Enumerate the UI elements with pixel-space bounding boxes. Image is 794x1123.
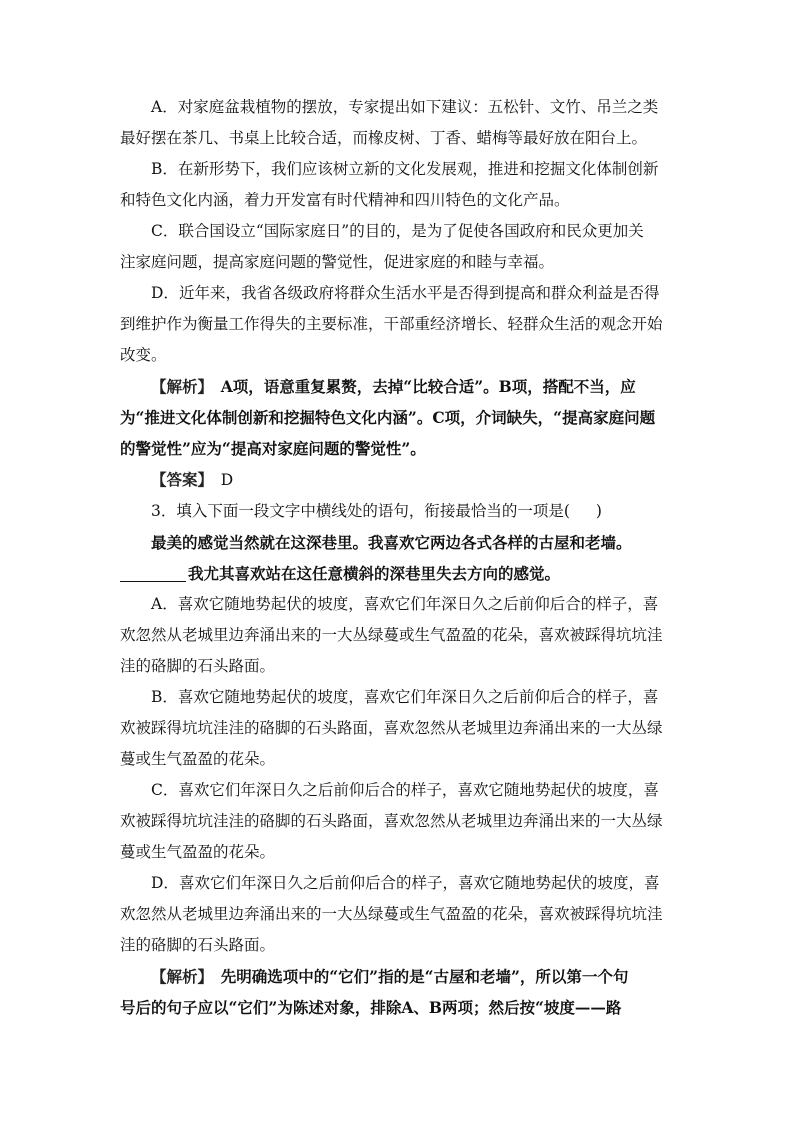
q3-option-d <box>120 868 674 961</box>
analysis-text: 先明确选项中的“它们”指的是“古屋和老墙”，所以第一个句 <box>205 967 629 986</box>
option-text: 喜欢它们年深日久之后前仰后合的样子，喜欢它随地势起伏的坡度，喜 <box>178 874 660 892</box>
option-letter: D． <box>151 874 179 892</box>
option-text: 最好摆在茶几、书桌上比较合适，而橡皮树、丁香、蜡梅等最好放在阳台上。 <box>120 129 648 147</box>
answer-tag: 【答案】 <box>151 470 206 489</box>
option-letter: C． <box>151 781 179 799</box>
q2-option-b <box>120 154 674 216</box>
option-text: 欢被踩得坑坑洼洼的硌脚的石头路面，喜欢忽然从老城里边奔涌出来的一大丛绿 <box>120 812 663 830</box>
option-text: 注家庭问题，提高家庭问题的警觉性，促进家庭的和睦与幸福。 <box>120 253 555 271</box>
question-stem-close: ) <box>595 502 602 520</box>
q3-stem <box>120 496 674 527</box>
option-letter: D． <box>151 284 179 302</box>
passage-text: 我尤其喜欢站在这任意横斜的深巷里失去方向的感觉。 <box>188 564 561 583</box>
option-text: 欢忽然从老城里边奔涌出来的一大丛绿蔓或生气盈盈的花朵，喜欢被踩得坑坑洼 <box>120 626 663 644</box>
answer-value: D <box>205 471 234 489</box>
q3-option-a <box>120 589 674 682</box>
option-text: 喜欢它随地势起伏的坡度，喜欢它们年深日久之后前仰后合的样子，喜 <box>177 688 659 706</box>
option-text: 欢被踩得坑坑洼洼的硌脚的石头路面，喜欢忽然从老城里边奔涌出来的一大丛绿 <box>120 719 663 737</box>
option-text: 对家庭盆栽植物的摆放，专家提出如下建议：五松针、文竹、吊兰之类 <box>177 98 659 116</box>
option-letter: A． <box>151 98 178 116</box>
q2-answer <box>120 464 674 496</box>
q2-option-d <box>120 278 674 371</box>
analysis-tag: 【解析】 <box>151 967 206 986</box>
analysis-tag: 【解析】 <box>151 377 206 396</box>
q3-analysis <box>120 961 674 1023</box>
q2-analysis <box>120 371 674 464</box>
option-text: 洼的硌脚的石头路面。 <box>120 657 276 675</box>
analysis-text: A项，语意重复累赘，去掉“比较合适”。B项，搭配不当，应 <box>205 377 636 396</box>
option-text: 在新形势下，我们应该树立新的文化发展观，推进和挖掘文化体制创新 <box>177 160 659 178</box>
option-text: 洼的硌脚的石头路面。 <box>120 936 276 954</box>
option-text: 蔓或生气盈盈的花朵。 <box>120 843 276 861</box>
analysis-text: 为“推进文化体制创新和挖掘特色文化内涵”。C项，介词缺失，“提高家庭问题 <box>120 408 656 427</box>
fill-in-blank <box>120 563 186 582</box>
question-stem: 3．填入下面一段文字中横线处的语句，衔接最恰当的一项是( <box>151 502 570 520</box>
option-text: 蔓或生气盈盈的花朵。 <box>120 750 276 768</box>
option-text: 喜欢它随地势起伏的坡度，喜欢它们年深日久之后前仰后合的样子，喜 <box>177 595 659 613</box>
q3-option-c <box>120 775 674 868</box>
q2-option-a <box>120 92 674 154</box>
analysis-text: 的警觉性”应为“提高对家庭问题的警觉性”。 <box>120 439 426 458</box>
passage-text: 最美的感觉当然就在这深巷里。我喜欢它两边各式各样的古屋和老墙。 <box>151 533 632 552</box>
option-letter: C． <box>151 222 179 240</box>
q3-passage <box>120 527 674 589</box>
option-text: 和特色文化内涵，着力开发富有时代精神和四川特色的文化产品。 <box>120 191 570 209</box>
option-letter: B． <box>151 688 178 706</box>
option-letter: A． <box>151 595 178 613</box>
option-text: 喜欢它们年深日久之后前仰后合的样子，喜欢它随地势起伏的坡度，喜 <box>178 781 659 799</box>
option-text: 改变。 <box>120 346 167 364</box>
q2-option-c <box>120 216 674 278</box>
option-text: 近年来，我省各级政府将群众生活水平是否得到提高和群众利益是否得 <box>178 284 660 302</box>
option-text: 联合国设立“国际家庭日”的目的，是为了促使各国政府和民众更加关 <box>178 222 644 240</box>
option-text: 到维护作为衡量工作得失的主要标准，干部重经济增长、轻群众生活的观念开始 <box>120 315 663 333</box>
analysis-text: 号后的句子应以“它们”为陈述对象，排除A、B两项；然后按“坡度——路 <box>120 998 622 1017</box>
option-text: 欢忽然从老城里边奔涌出来的一大丛绿蔓或生气盈盈的花朵，喜欢被踩得坑坑洼 <box>120 905 663 923</box>
q3-option-b <box>120 682 674 775</box>
option-letter: B． <box>151 160 178 178</box>
